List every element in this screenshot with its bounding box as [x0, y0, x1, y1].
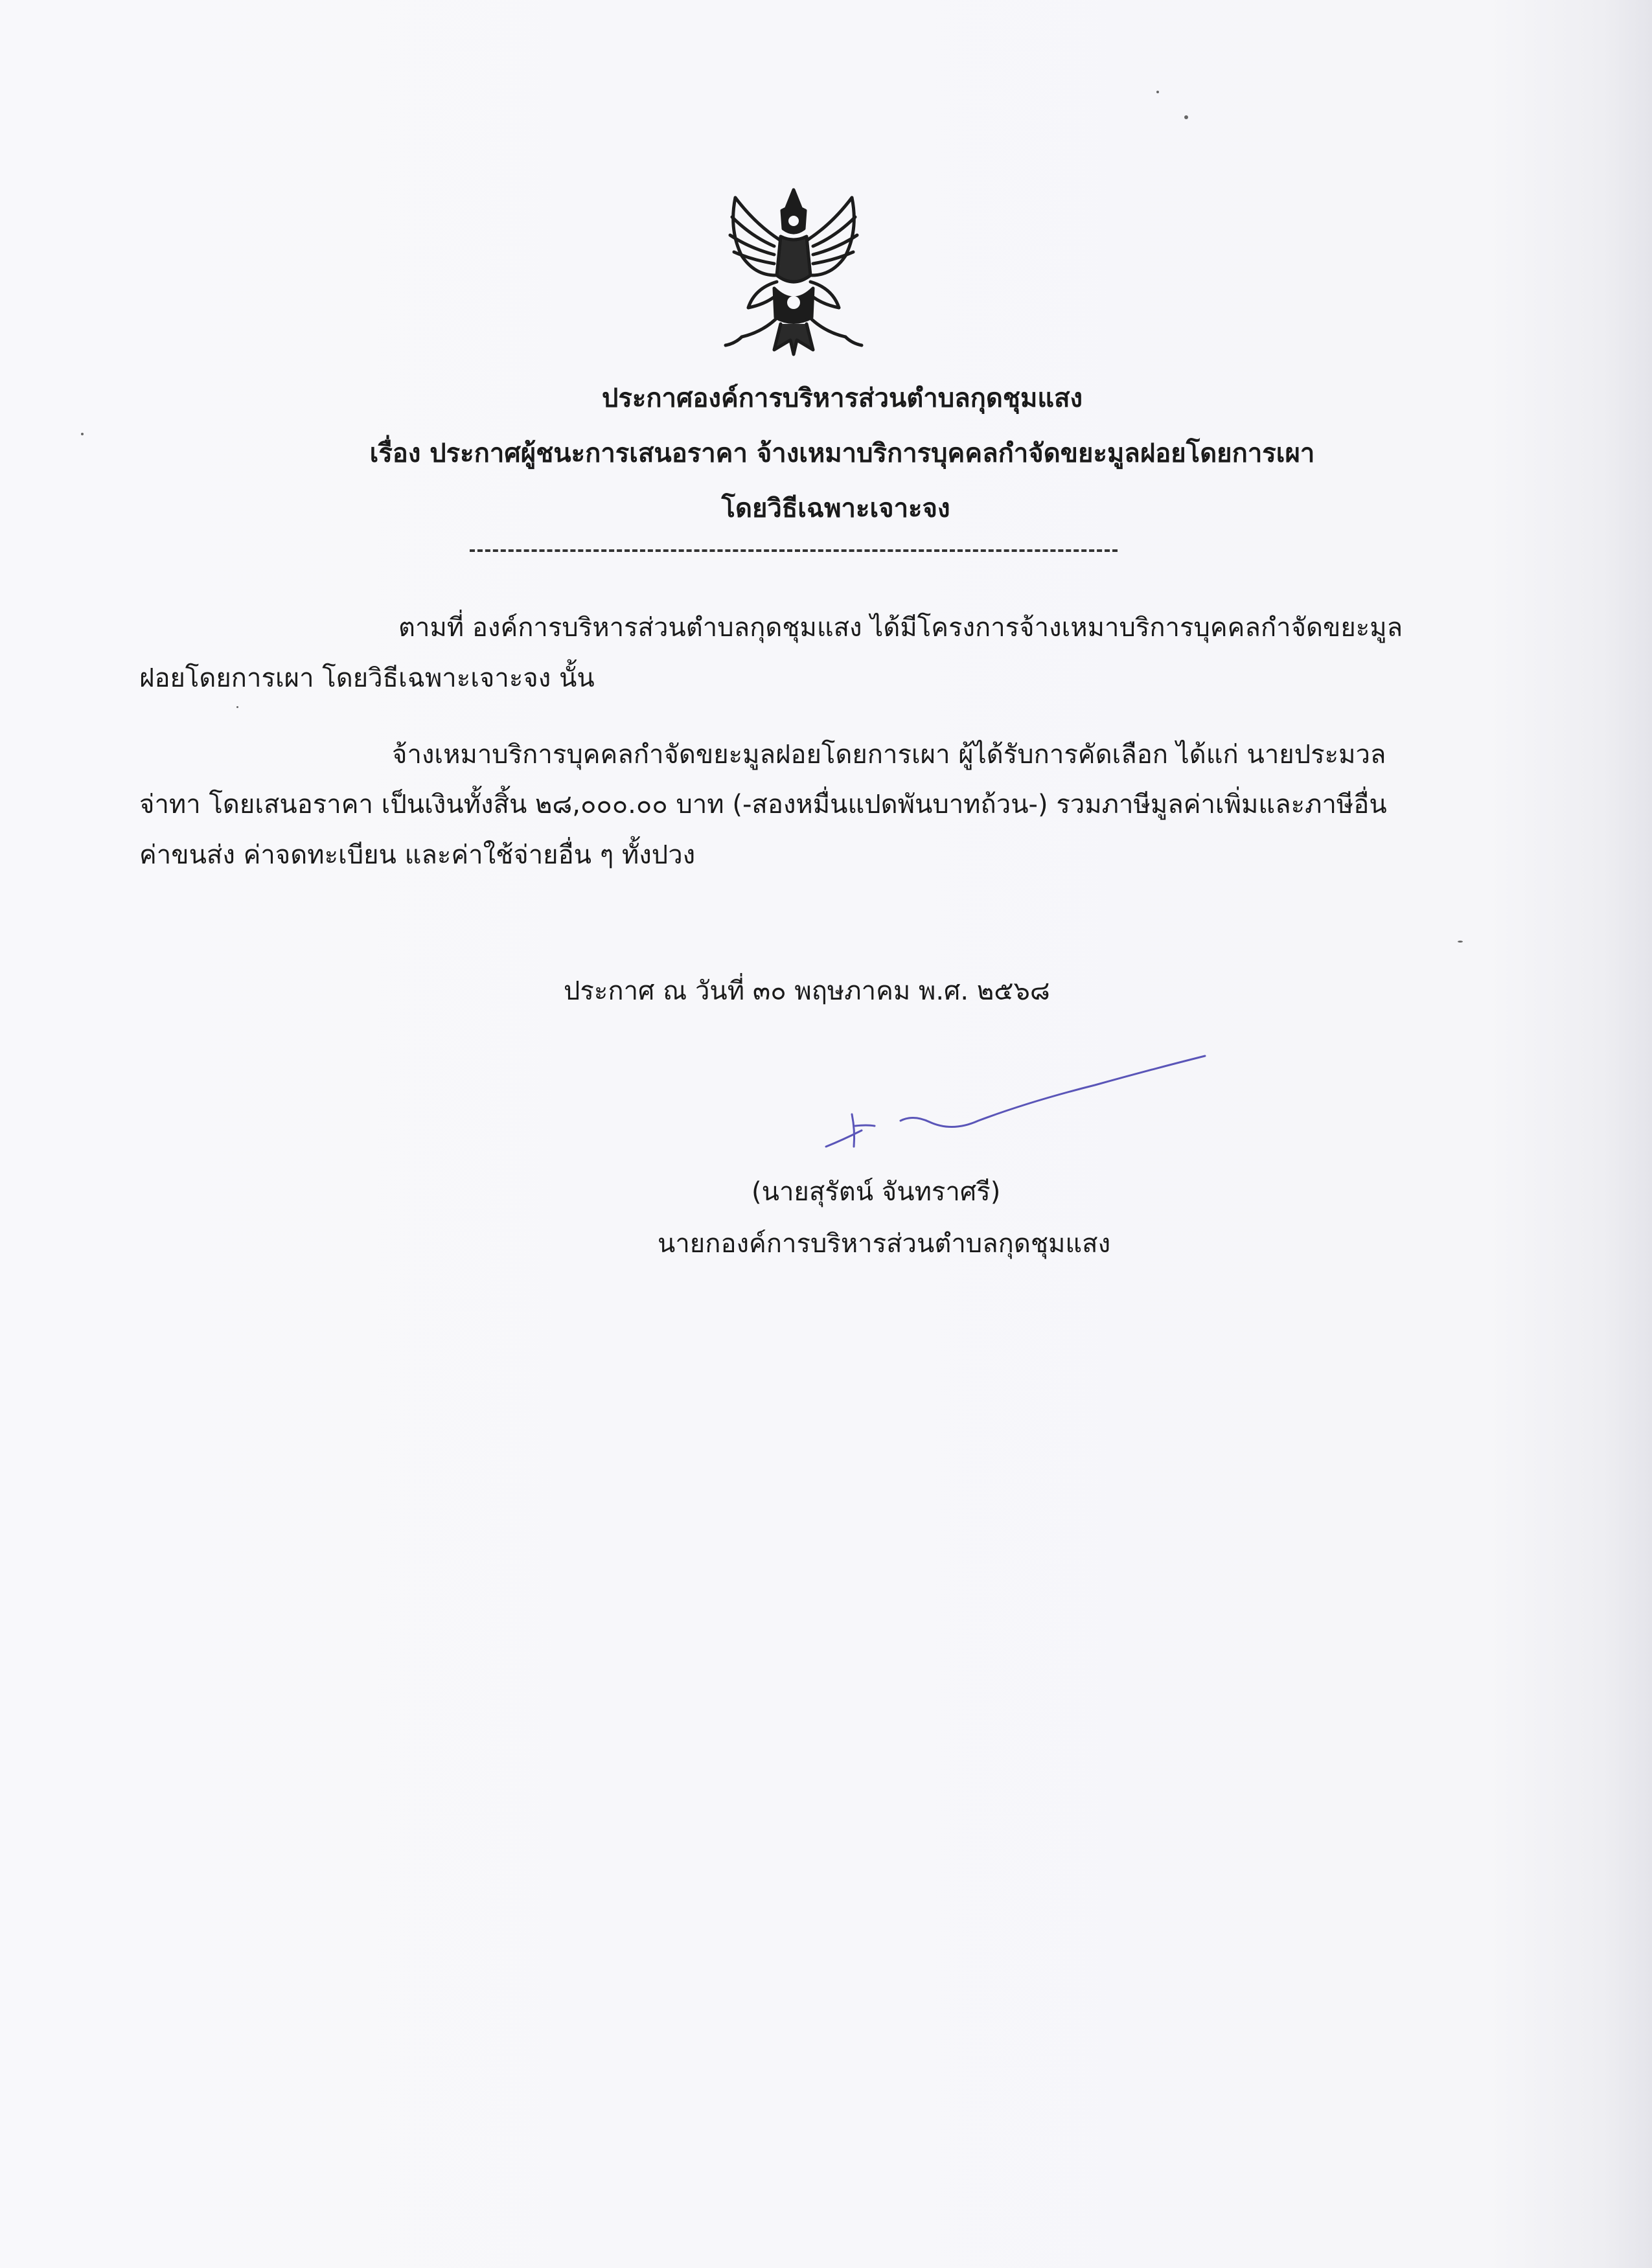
paragraph-2-line-2: จ่าทา โดยเสนอราคา เป็นเงินทั้งสิ้น ๒๘,๐๐๐.๐๐ บาท (-สองหมื่นแปดพันบาทถ้วน-) รวมภาษีมูลค่าเพิ่มและภาษีอื่น	[139, 790, 1387, 819]
paragraph-1-line-2: ฝอยโดยการเผา โดยวิธีเฉพาะเจาะจง นั้น	[139, 663, 595, 693]
paragraph-1-line-1: ตามที่ องค์การบริหารส่วนตำบลกุดชุมแสง ได้มีโครงการจ้างเหมาบริการบุคคลกำจัดขยะมูล	[398, 613, 1403, 643]
signatory-title: นายกองค์การบริหารส่วนตำบลกุดชุมแสง	[658, 1229, 1111, 1259]
paper-speck	[236, 706, 238, 708]
paper-speck	[1156, 91, 1159, 93]
handwritten-signature	[816, 1049, 1218, 1160]
paragraph-2-line-1: จ้างเหมาบริการบุคคลกำจัดขยะมูลฝอยโดยการเผา ผู้ได้รับการคัดเลือก ได้แก่ นายประมวล	[392, 740, 1386, 770]
paper-speck	[1184, 115, 1188, 119]
document-method: โดยวิธีเฉพาะเจาะจง	[721, 494, 950, 523]
paper-speck	[1458, 941, 1463, 943]
signatory-name: (นายสุรัตน์ จันทราศรี)	[751, 1177, 1001, 1207]
header-divider	[470, 549, 1118, 552]
paragraph-2-line-3: ค่าขนส่ง ค่าจดทะเบียน และค่าใช้จ่ายอื่น ๆ ทั้งปวง	[139, 840, 696, 870]
paper-speck	[81, 433, 84, 435]
garuda-emblem-icon	[703, 178, 884, 366]
announcement-date: ประกาศ ณ วันที่ ๓๐ พฤษภาคม พ.ศ. ๒๕๖๘	[564, 976, 1050, 1006]
document-subject: เรื่อง ประกาศผู้ชนะการเสนอราคา จ้างเหมาบริการบุคคลกำจัดขยะมูลฝอยโดยการเผา	[369, 439, 1315, 468]
document-title: ประกาศองค์การบริหารส่วนตำบลกุดชุมแสง	[601, 384, 1083, 413]
